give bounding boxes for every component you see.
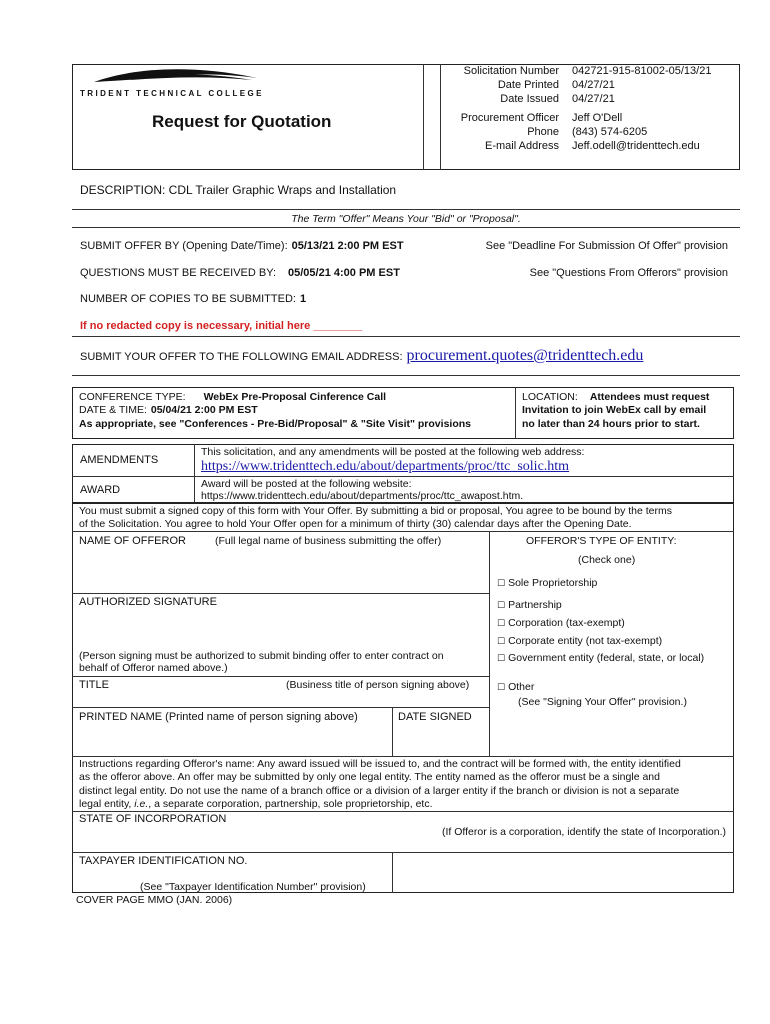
info-value: 04/27/21 [572, 93, 615, 105]
submit-email-row [80, 347, 643, 365]
conference-datetime-row [79, 404, 258, 416]
info-label: Procurement Officer [460, 112, 559, 124]
questions-label: QUESTIONS MUST BE RECEIVED BY: [80, 267, 277, 279]
questions-value: 05/05/21 4:00 PM EST [288, 267, 400, 279]
submit-email-link[interactable]: procurement.quotes@tridenttech.edu [406, 347, 644, 364]
entity-option-label: Corporation (tax-exempt) [508, 617, 625, 629]
divider [72, 852, 734, 853]
instructions-last-b: , a separate corporation, partnership, sole proprietorship, etc. [148, 798, 433, 810]
info-value: (843) 574-6205 [572, 126, 648, 138]
checkbox-icon[interactable]: ☐ [497, 601, 506, 611]
state-hint: (If Offeror is a corporation, identify the state of Incorporation.) [441, 826, 726, 838]
questions-note: See "Questions From Offerors" provision [529, 267, 728, 279]
divider [72, 811, 734, 812]
entity-column-divider [489, 531, 490, 756]
entity-option-label: Sole Proprietorship [508, 577, 598, 589]
copies-row [80, 293, 306, 305]
footer: COVER PAGE MMO (JAN. 2006) [76, 894, 233, 906]
submit-by-row [80, 240, 404, 252]
divider [72, 593, 489, 594]
conference-location-label: LOCATION: [522, 391, 578, 403]
divider [72, 209, 740, 210]
divider [72, 756, 734, 757]
date-signed-divider [392, 707, 393, 756]
instructions-ie: i.e. [134, 798, 149, 810]
conference-type-value: WebEx Pre-Proposal Cinference Call [203, 391, 387, 403]
divider [72, 531, 734, 532]
award-link: https://www.tridenttech.edu/about/departments/proc/ttc_awapost.htm. [201, 490, 524, 502]
instructions-line: as the offeror above. An offer may be submitted by only one legal entity. The entity named as the offeror must be a single and [79, 771, 660, 784]
instructions-line: distinct legal entity. Do not use the name of a branch office or a division of a larger entity if the branch or division is not a separate [79, 784, 680, 797]
taxpayer-label: TAXPAYER IDENTIFICATION NO. [79, 855, 248, 867]
signature-hint-line2: behalf of Offeror named above.) [79, 662, 228, 674]
divider [72, 676, 489, 677]
entity-option[interactable] [497, 635, 662, 647]
entity-option[interactable] [497, 577, 597, 589]
info-label: Phone [527, 126, 559, 138]
offeror-name-label: NAME OF OFFEROR [79, 535, 186, 547]
submit-email-label: SUBMIT YOUR OFFER TO THE FOLLOWING EMAIL ADDRESS: [80, 351, 403, 363]
conference-type-row [79, 391, 386, 403]
info-label: Date Printed [497, 79, 559, 91]
conference-provisions: As appropriate, see "Conferences - Pre-Bid/Proposal" & "Site Visit" provisions [79, 418, 471, 430]
entity-option-label: Government entity (federal, state, or local) [508, 652, 705, 664]
info-value: Jeff.odell@tridenttech.edu [572, 140, 700, 152]
amendments-label: AMENDMENTS [80, 454, 159, 466]
signature-hint-line1: (Person signing must be authorized to submit binding offer to enter contract on [79, 650, 444, 662]
instructions-line: Instructions regarding Offeror's name: Any award issued will be issued to, and the contract will be formed with, the entity identified [79, 758, 681, 770]
info-value: Jeff O'Dell [572, 112, 623, 124]
info-label: E-mail Address [485, 140, 559, 152]
offeror-name-hint: (Full legal name of business submitting the offer) [215, 535, 442, 547]
entity-option[interactable] [497, 599, 562, 611]
title-label: TITLE [79, 679, 109, 691]
info-value: 04/27/21 [572, 79, 615, 91]
signed-copy-notice-line1: You must submit a signed copy of this form with Your Offer. By submitting a bid or proposal, You agree to be bound by the terms [79, 505, 673, 517]
questions-row [80, 267, 400, 279]
college-name: TRIDENT TECHNICAL COLLEGE [80, 89, 264, 98]
entity-option[interactable] [497, 617, 625, 629]
amendments-text: This solicitation, and any amendments will be posted at the following web address: [201, 446, 585, 458]
taxpayer-divider [392, 852, 393, 893]
entity-option-label: Other [508, 681, 535, 693]
header-divider-2 [440, 64, 441, 170]
divider [72, 227, 740, 228]
submit-by-label: SUBMIT OFFER BY (Opening Date/Time): [80, 240, 288, 252]
info-label: Date Issued [500, 93, 559, 105]
instructions-line [79, 798, 433, 810]
entity-other-note: (See "Signing Your Offer" provision.) [518, 696, 687, 708]
entity-option[interactable] [497, 681, 534, 693]
entity-check-one: (Check one) [578, 554, 636, 566]
page-title: Request for Quotation [152, 112, 332, 131]
checkbox-icon[interactable]: ☐ [497, 637, 506, 647]
conference-location-line3: no later than 24 hours prior to start. [522, 418, 700, 430]
amendments-link[interactable]: https://www.tridenttech.edu/about/departments/proc/ttc_solic.htm [201, 459, 570, 474]
authorized-signature-field[interactable] [73, 610, 488, 648]
entity-option-label: Partnership [508, 599, 562, 611]
authorized-signature-label: AUTHORIZED SIGNATURE [79, 596, 217, 608]
divider [72, 707, 489, 708]
college-logo [92, 64, 262, 88]
instructions-last-a: legal entity, [79, 798, 135, 810]
entity-option[interactable] [497, 652, 704, 664]
info-label: Solicitation Number [463, 65, 559, 77]
entity-title: OFFEROR'S TYPE OF ENTITY: [526, 535, 677, 547]
checkbox-icon[interactable]: ☐ [497, 654, 506, 664]
entity-option-label: Corporate entity (not tax-exempt) [508, 635, 663, 647]
redacted-note: If no redacted copy is necessary, initial here ________ [80, 320, 363, 332]
amendments-award-divider [72, 476, 734, 477]
conference-type-label: CONFERENCE TYPE: [79, 391, 186, 403]
checkbox-icon[interactable]: ☐ [497, 683, 506, 693]
offeror-name-field[interactable] [73, 550, 488, 592]
signed-copy-notice-line2: of the Solicitation. You agree to hold Your Offer open for a minimum of thirty (30) calendar days after the Opening Date. [79, 518, 632, 530]
printed-name-label: PRINTED NAME (Printed name of person signing above) [79, 711, 358, 723]
award-label: AWARD [80, 484, 121, 496]
conference-location-row [522, 391, 709, 403]
conference-location-line1: Attendees must request [589, 391, 710, 403]
state-label: STATE OF INCORPORATION [79, 813, 227, 825]
date-signed-label: DATE SIGNED [398, 711, 472, 723]
conference-divider [515, 387, 516, 439]
checkbox-icon[interactable]: ☐ [497, 619, 506, 629]
offer-term-note: The Term "Offer" Means Your "Bid" or "Proposal". [291, 213, 521, 225]
conference-location-line2: Invitation to join WebEx call by email [522, 404, 707, 416]
divider [72, 375, 740, 376]
checkbox-icon[interactable]: ☐ [497, 579, 506, 589]
amendments-divider [194, 444, 195, 503]
title-hint: (Business title of person signing above) [286, 679, 470, 691]
conference-datetime-value: 05/04/21 2:00 PM EST [150, 404, 258, 416]
header-divider-1 [423, 64, 424, 170]
copies-value: 1 [299, 293, 307, 305]
description: DESCRIPTION: CDL Trailer Graphic Wraps and Installation [80, 183, 397, 197]
taxpayer-hint: (See "Taxpayer Identification Number" provision) [140, 881, 366, 893]
submit-by-value: 05/13/21 2:00 PM EST [291, 240, 404, 252]
copies-label: NUMBER OF COPIES TO BE SUBMITTED: [80, 293, 296, 305]
submit-by-note: See "Deadline For Submission Of Offer" provision [485, 240, 728, 252]
divider [72, 336, 740, 337]
info-value: 042721-915-81002-05/13/21 [572, 65, 712, 77]
conference-datetime-label: DATE & TIME: [79, 404, 147, 416]
award-text: Award will be posted at the following website: [201, 478, 412, 490]
